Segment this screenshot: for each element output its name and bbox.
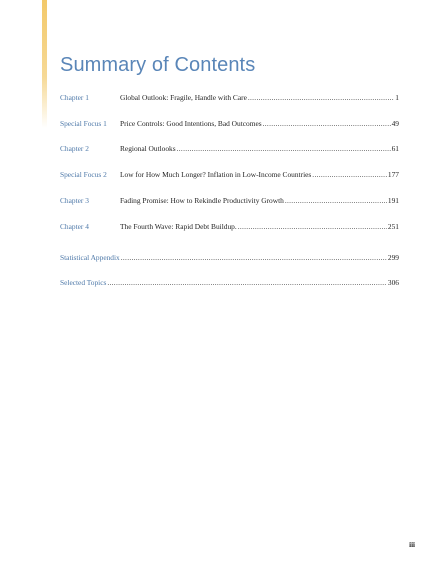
toc-appendix-page: 306 [387, 278, 399, 287]
page-number: iii [409, 541, 415, 549]
toc-row[interactable] [60, 118, 399, 130]
toc-row[interactable] [60, 195, 399, 207]
toc-row-label: Chapter 1 [60, 93, 89, 102]
toc-appendix-title[interactable]: Selected Topics [60, 278, 107, 287]
toc-row[interactable] [60, 143, 399, 155]
toc-leader-dots [107, 277, 387, 289]
toc-leader-dots [248, 92, 394, 104]
toc-row-title[interactable]: Global Outlook: Fragile, Handle with Care [120, 93, 247, 102]
toc-row-title[interactable]: Fading Promise: How to Rekindle Productivity Growth [120, 196, 284, 205]
page-title: Summary of Contents [60, 54, 256, 76]
toc-leader-dots [312, 169, 387, 181]
toc-row[interactable] [60, 169, 399, 181]
toc-row-appendix[interactable] [60, 252, 399, 264]
toc-row-page: 191 [387, 196, 399, 205]
toc-row-title[interactable]: Low for How Much Longer? Inflation in Low-Income Countries [120, 170, 312, 179]
toc-row-title[interactable]: Price Controls: Good Intentions, Bad Outcomes [120, 119, 262, 128]
accent-bar [42, 0, 47, 128]
toc-leader-dots [121, 252, 387, 264]
toc-row-title[interactable]: Regional Outlooks [120, 144, 176, 153]
toc-appendix-title[interactable]: Statistical Appendix [60, 253, 120, 262]
toc-row-label: Chapter 3 [60, 196, 89, 205]
toc-row-page: 49 [391, 119, 399, 128]
toc-row-page: 61 [391, 144, 399, 153]
toc-leader-dots [285, 195, 387, 207]
toc-row-appendix[interactable] [60, 277, 399, 289]
toc-row-label: Chapter 2 [60, 144, 89, 153]
toc-row-label: Chapter 4 [60, 222, 89, 231]
toc-row[interactable] [60, 221, 399, 233]
toc-leader-dots [263, 118, 391, 130]
toc-row-page: 251 [387, 222, 399, 231]
toc-row-page: 1 [395, 93, 399, 102]
toc-row-title[interactable]: The Fourth Wave: Rapid Debt Buildup. [120, 222, 237, 231]
toc-leader-dots [177, 143, 391, 155]
toc-appendix-page: 299 [387, 253, 399, 262]
toc-leader-dots [238, 221, 387, 233]
toc-row[interactable] [60, 92, 399, 104]
toc-row-label: Special Focus 2 [60, 170, 107, 179]
toc-row-page: 177 [387, 170, 399, 179]
toc-row-label: Special Focus 1 [60, 119, 107, 128]
